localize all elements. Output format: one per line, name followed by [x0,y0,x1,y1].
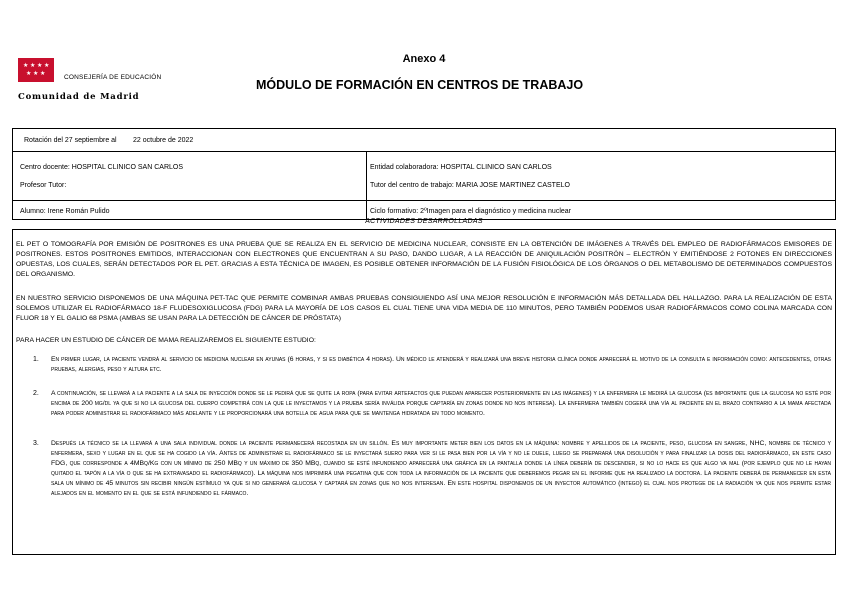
rotation-label: Rotación del 27 septiembre al [24,137,117,144]
teaching-center: Centro docente: HOSPITAL CLINICO SAN CARLOS [20,164,184,171]
rotation-end-date: 22 octubre de 2022 [133,137,194,144]
annex-label: Anexo 4 [402,53,446,65]
madrid-flag-icon: ★ ★ ★ ★ ★ ★ ★ [18,58,54,82]
activities-heading: ACTIVIDADES DESARROLLADAS [365,218,483,225]
step-number: 3. [33,440,39,447]
tutor-teacher: Profesor Tutor: [20,182,67,189]
activities-box [12,229,836,555]
collaborating-entity: Entidad colaboradora: HOSPITAL CLINICO SAN CARLOS [370,164,552,171]
center-tutor: Tutor del centro de trabajo: MARIA JOSE MARTINEZ CASTELO [370,182,570,189]
activities-paragraph-1: EL PET O TOMOGRAFÍA POR EMISIÓN DE POSITRONES ES UNA PRUEBA QUE SE REALIZA EN EL SERVICIO DE MEDICINA NUCLEAR, CONSISTE EN LA OBTENCIÓN DE IMÁGENES A TRAVÉS DEL EMPLEO DE RADIOFÁRMACOS EMISORES DE POSITRONES. ESTOS POSITRONES EMITIDOS, INTERACCIONAN CON ELECTRONES QUE ENCUENTRAN A SU PASO, DANDO LUGAR, A LA REACCIÓN DE ANIQUILACIÓN POSITRÓN – ELECTRÓN Y EMITIÉNDOSE 2 FOTONES EN DIRECCIONES OPUESTAS, LOS CUALES, SERÁN DETECTADOS POR EL PET. GRACIAS A ESTA TÉCNICA DE IMAGEN, ES POSIBLE OBTENER INFORMACIÓN DE LA FUSIÓN FISIOLÓGICA DE LOS ÓRGANOS O DEL METABOLISMO DE DETERMINADOS COMPUESTOS DEL ORGANISMO. [16,241,832,278]
step-number: 2. [33,390,39,397]
training-cycle: Ciclo formativo: 2ºImagen para el diagnóstico y medicina nuclear [370,208,571,215]
activities-paragraph-2: EN NUESTRO SERVICIO DISPONEMOS DE UNA MÁQUINA PET-TAC QUE PERMITE COMBINAR AMBAS PRUEBAS CONSIGUIENDO ASÍ UNA MEJOR RESOLUCIÓN E INFORMACIÓN MÁS DETALLADA DEL HALLAZGO. PARA LA REALIZACIÓN DE ESTA SOLEMOS UTILIZAR EL RADIOFÁRMACO 18-F FLUDESOXIGLUCOSA (FDG) PARA LA MAYORÍA DE LOS CASOS EL CUAL TIENE UNA VIDA MEDIA DE 110 MINUTOS, PERO TAMBIÉN PODEMOS USAR RADIOFÁRMACOS COMO COLINA MARCADA CON FLUOR 18 Y EL GALIO 68 PSMA (AMBAS SE USAN PARA LA DETECCIÓN DE CÁNCER DE PRÓSTATA) [16,295,832,322]
step-text: Después la técnico se la llevará a una sala individual donde la paciente permanecerá recostada en un sillón. Es muy importante meter bien los datos en la máquina: nombre y apellidos de la paciente, peso, glucosa en sangre, NHC, nombre de técnico y enfermera, sexo y lugar en el que se ha cogido la vía. Antes de administrar el radiofármaco se le inyectará suero para ver si le pasa bien por la vía y no le duele, luego se preparará una disolución y para finalizar la dosis del radiofármaco, en este caso FDG, que corresponde a 4MBq/Kg con un mínimo de 250 MBq y un máximo de 350 MBq, cuando se esté infundiendo aparecerá una gráfica en la pantalla donde la línea debería de descender, si no lo hace es que algo va mal (por ejemplo que no le hayan quitado el tapón a la vía o que se ha extravasado el radiofármaco). La máquina nos imprimirá una pegatina que con toda la información de la paciente que deberemos pegar en el informe que ha realizado la doctora. La paciente deberá de permanecer en esta sala un mínimo de 45 minutos sin recibir ningún estímulo ya que si no generará glucosa y captará en zonas que no nos interesan. En este hospital disponemos de un inyector automático (intego) el cual nos protege de la radiación ya que nos permite estar alejados en el momento en el que se está infundiendo el fármaco. [51,440,831,497]
step-text: En primer lugar, la paciente vendrá al servicio de medicina nuclear en ayunas (6 horas, y si es diabética 4 horas). Un médico le atenderá y realizará una breve historia clínica donde aparecerá el motivo de la consulta e información como: antecedentes, otras pruebas, alergias, peso y altura etc. [51,356,831,373]
form-divider [366,151,367,220]
form-divider [12,200,836,201]
step-text: A continuación, se llevará a la paciente a la sala de inyección donde se le pedirá que se quite la ropa (para evitar artefactos que puedan aparecer posteriormente en las imágenes) y la enfermera le medirá la glucosa (es importante que la glucosa no esté por encima de 200 mg/dl ya que si no la glucosa del cuerpo competirá con la que le inyectamos y la prueba sería inválida porque captaría en zonas donde no nos interesa). La enfermera también cogerá una vía al paciente en el brazo contrario a la mama afectada para poder administrar el radiofármaco más adelante y le proporcionará una botella de agua para que se mantenga hidratada en todo momento. [51,390,831,417]
page-title: MÓDULO DE FORMACIÓN EN CENTROS DE TRABAJO [256,78,584,92]
step-number: 1. [33,356,39,363]
department-name: CONSEJERÍA DE EDUCACIÓN [64,74,162,81]
student-name: Alumno: Irene Román Pulido [20,208,110,215]
form-divider [12,151,836,152]
activities-paragraph-3: PARA HACER UN ESTUDIO DE CÁNCER DE MAMA REALIZAREMOS EL SIGUIENTE ESTUDIO: [16,337,316,344]
region-name: Comunidad de Madrid [18,92,140,102]
